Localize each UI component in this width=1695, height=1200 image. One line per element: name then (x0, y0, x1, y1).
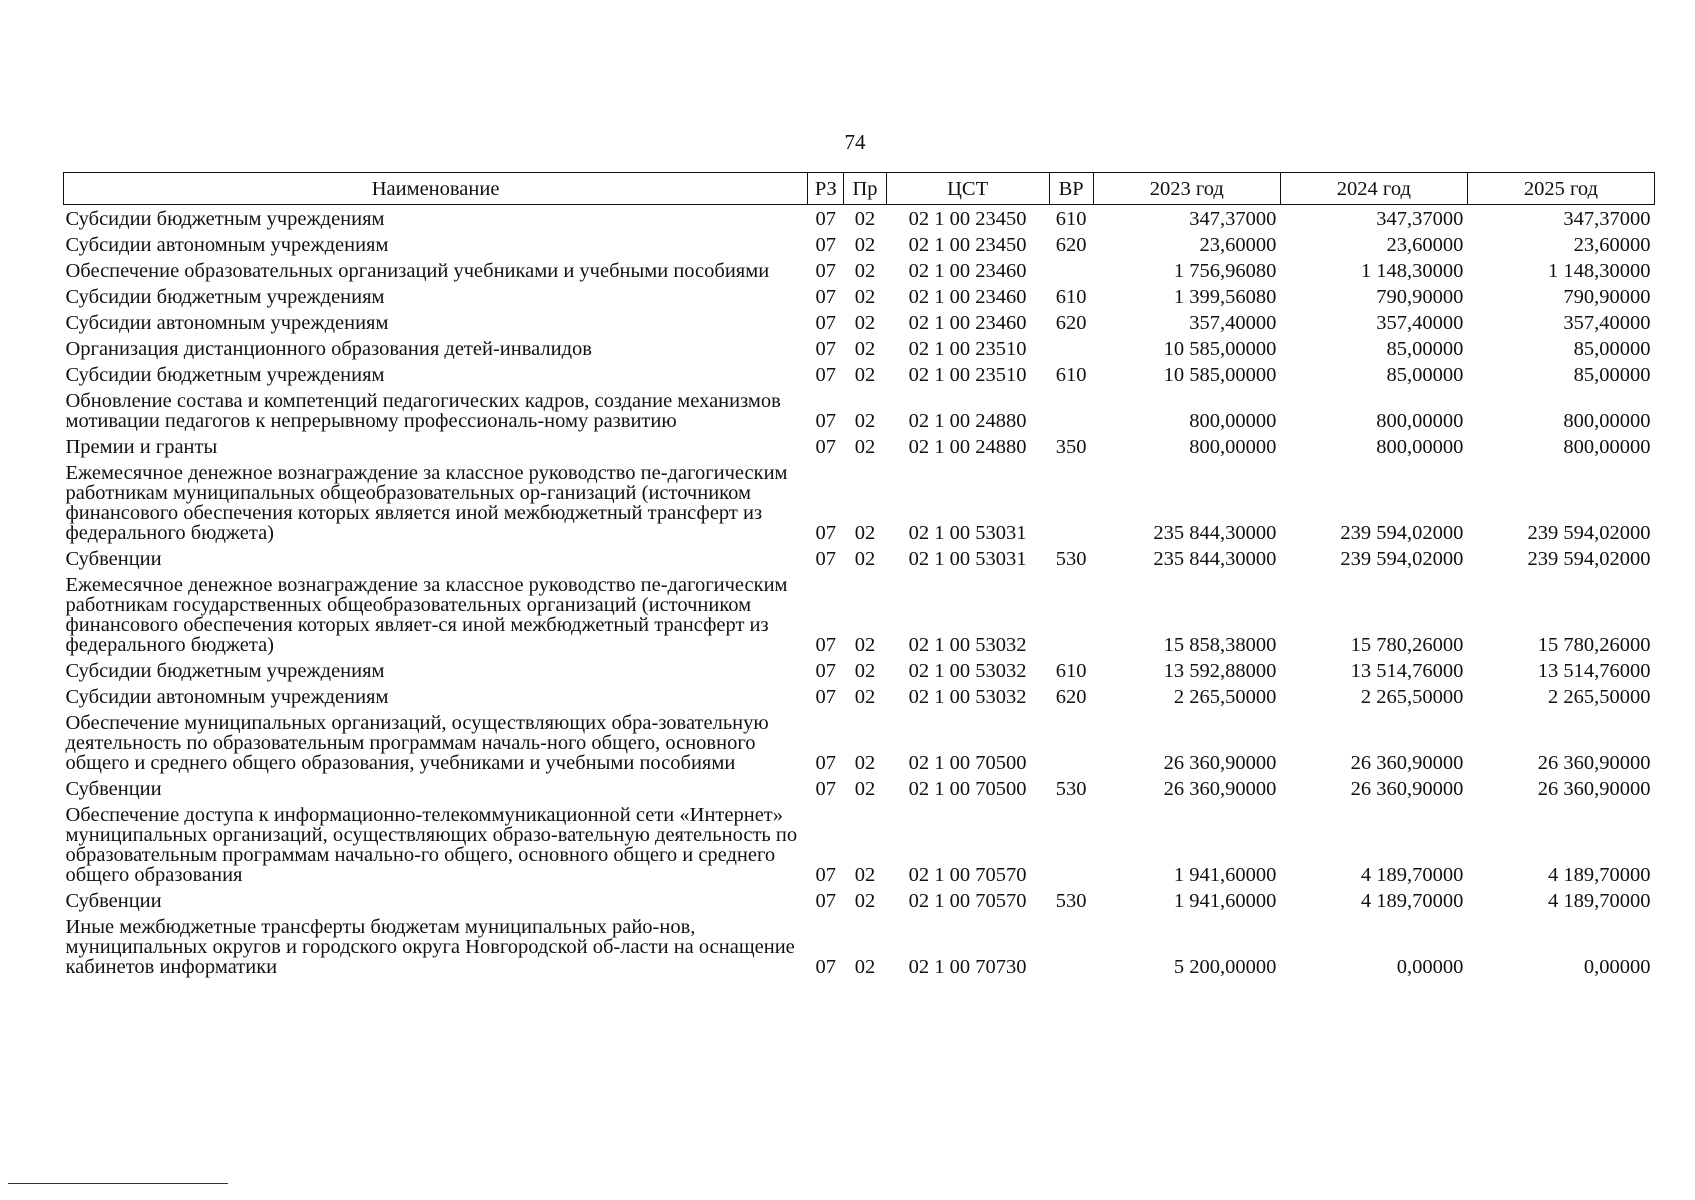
cell-2023: 1 399,56080 (1173, 286, 1277, 308)
table-row (64, 205, 1655, 232)
cell-rz: 07 (815, 522, 837, 544)
cell-pr: 02 (854, 260, 876, 282)
cell-2023: 235 844,30000 (1153, 548, 1277, 570)
cell-2024: 26 360,90000 (1350, 778, 1464, 800)
table-header-row (64, 173, 1655, 205)
table-row (64, 257, 1655, 283)
cell-2023: 26 360,90000 (1163, 752, 1277, 774)
cell-vr (1049, 257, 1093, 283)
cell-2023: 10 585,00000 (1163, 364, 1277, 386)
cell-2024: 357,40000 (1376, 312, 1464, 334)
cell-2025: 0,00000 (1583, 956, 1651, 978)
cell-2025: 26 360,90000 (1537, 752, 1651, 774)
table-row (64, 231, 1655, 257)
cell-pr: 02 (854, 778, 876, 800)
cell-name: Субвенции (65, 890, 162, 912)
cell-rz: 07 (815, 234, 837, 256)
table-row (64, 361, 1655, 387)
cell-2024: 239 594,02000 (1340, 522, 1464, 544)
table-row (64, 433, 1655, 459)
cell-2024: 85,00000 (1386, 338, 1464, 360)
cell-vr (1049, 913, 1093, 979)
cell-rz: 07 (815, 286, 837, 308)
cell-rz: 07 (815, 864, 837, 886)
cell-pr: 02 (854, 522, 876, 544)
table-row (64, 459, 1655, 545)
cell-2024: 23,60000 (1386, 234, 1464, 256)
cell-name: Иные межбюджетные трансферты бюджетам муниципальных райо-нов, муниципальных округов и городского округа Новгородской об-ласти на оснащение кабинетов информатики (65, 916, 795, 978)
cell-rz: 07 (815, 208, 837, 230)
cell-cst: 02 1 00 53032 (908, 660, 1027, 682)
table-row (64, 709, 1655, 775)
table-row (64, 887, 1655, 913)
cell-2025: 357,40000 (1563, 312, 1651, 334)
cell-2025: 23,60000 (1573, 234, 1651, 256)
cell-cst: 02 1 00 24880 (908, 410, 1027, 432)
cell-2025: 15 780,26000 (1537, 634, 1651, 656)
cell-pr: 02 (854, 634, 876, 656)
cell-name: Субсидии автономным учреждениям (65, 234, 389, 256)
cell-vr (1049, 801, 1093, 887)
cell-vr (1049, 709, 1093, 775)
header-2024: 2024 год (1280, 173, 1467, 205)
cell-cst: 02 1 00 23460 (908, 312, 1027, 334)
cell-pr: 02 (854, 234, 876, 256)
cell-cst: 02 1 00 70570 (908, 864, 1027, 886)
cell-2025: 85,00000 (1573, 364, 1651, 386)
cell-2023: 1 756,96080 (1173, 260, 1277, 282)
table-row (64, 683, 1655, 709)
cell-2023: 10 585,00000 (1163, 338, 1277, 360)
cell-rz: 07 (815, 312, 837, 334)
cell-vr: 610 (1055, 286, 1087, 308)
cell-vr: 530 (1055, 548, 1087, 570)
cell-2023: 13 592,88000 (1163, 660, 1277, 682)
cell-cst: 02 1 00 70500 (908, 778, 1027, 800)
cell-2024: 800,00000 (1376, 436, 1464, 458)
table-row (64, 775, 1655, 801)
cell-2023: 2 265,50000 (1173, 686, 1277, 708)
page-number: 74 (844, 130, 866, 154)
cell-vr: 620 (1055, 686, 1087, 708)
table-row (64, 545, 1655, 571)
cell-vr (1049, 571, 1093, 657)
cell-2024: 15 780,26000 (1350, 634, 1464, 656)
budget-table (63, 172, 1655, 979)
cell-vr (1049, 387, 1093, 433)
cell-2025: 13 514,76000 (1537, 660, 1651, 682)
cell-2023: 15 858,38000 (1163, 634, 1277, 656)
cell-2024: 4 189,70000 (1360, 864, 1464, 886)
cell-pr: 02 (854, 752, 876, 774)
cell-cst: 02 1 00 23460 (908, 260, 1027, 282)
table-row (64, 309, 1655, 335)
cell-vr (1049, 335, 1093, 361)
cell-2024: 800,00000 (1376, 410, 1464, 432)
cell-rz: 07 (815, 548, 837, 570)
cell-vr: 620 (1055, 234, 1087, 256)
cell-name: Субсидии бюджетным учреждениям (65, 208, 385, 230)
cell-2025: 26 360,90000 (1537, 778, 1651, 800)
cell-2023: 357,40000 (1189, 312, 1277, 334)
cell-2024: 790,90000 (1376, 286, 1464, 308)
cell-2025: 2 265,50000 (1548, 686, 1651, 708)
cell-rz: 07 (815, 956, 837, 978)
cell-name: Субсидии автономным учреждениям (65, 312, 389, 334)
cell-rz: 07 (815, 634, 837, 656)
cell-name: Субсидии бюджетным учреждениям (65, 364, 385, 386)
cell-rz: 07 (815, 778, 837, 800)
cell-pr: 02 (854, 410, 876, 432)
cell-2023: 800,00000 (1189, 410, 1277, 432)
table-row (64, 571, 1655, 657)
cell-cst: 02 1 00 23450 (908, 208, 1027, 230)
cell-rz: 07 (815, 660, 837, 682)
cell-2023: 23,60000 (1199, 234, 1277, 256)
table-row (64, 283, 1655, 309)
cell-2025: 239 594,02000 (1527, 548, 1651, 570)
cell-2025: 800,00000 (1563, 410, 1651, 432)
cell-2024: 13 514,76000 (1350, 660, 1464, 682)
cell-pr: 02 (854, 364, 876, 386)
cell-pr: 02 (854, 338, 876, 360)
cell-rz: 07 (815, 410, 837, 432)
cell-cst: 02 1 00 23460 (908, 286, 1027, 308)
cell-2024: 85,00000 (1386, 364, 1464, 386)
cell-2024: 4 189,70000 (1360, 890, 1464, 912)
cell-pr: 02 (854, 312, 876, 334)
table-row (64, 387, 1655, 433)
cell-vr (1049, 459, 1093, 545)
cell-pr: 02 (854, 208, 876, 230)
cell-rz: 07 (815, 686, 837, 708)
table-row (64, 913, 1655, 979)
table-row (64, 657, 1655, 683)
cell-vr: 610 (1055, 364, 1087, 386)
cell-2025: 4 189,70000 (1548, 890, 1651, 912)
cell-pr: 02 (854, 660, 876, 682)
cell-2023: 347,37000 (1189, 208, 1277, 230)
cell-cst: 02 1 00 23450 (908, 234, 1027, 256)
cell-2025: 790,90000 (1563, 286, 1651, 308)
table-body (64, 205, 1655, 980)
cell-2023: 26 360,90000 (1163, 778, 1277, 800)
cell-2025: 4 189,70000 (1548, 864, 1651, 886)
cell-2023: 5 200,00000 (1173, 956, 1277, 978)
cell-2025: 347,37000 (1563, 208, 1651, 230)
cell-cst: 02 1 00 70570 (908, 890, 1027, 912)
cell-name: Обеспечение доступа к информационно-телекоммуникационной сети «Интернет» муниципальных организаций, осуществляющих образо-вательную деятельность по образовательным программам начально-го общего, основного общего и среднего общего образования (65, 804, 798, 886)
cell-cst: 02 1 00 70730 (908, 956, 1027, 978)
cell-vr: 610 (1055, 660, 1087, 682)
cell-2023: 1 941,60000 (1173, 890, 1277, 912)
cell-pr: 02 (854, 436, 876, 458)
cell-vr: 530 (1055, 890, 1087, 912)
cell-2024: 1 148,30000 (1360, 260, 1464, 282)
cell-cst: 02 1 00 53031 (908, 548, 1027, 570)
cell-name: Субсидии бюджетным учреждениям (65, 286, 385, 308)
table-row (64, 335, 1655, 361)
header-pr: Пр (844, 173, 886, 205)
cell-name: Ежемесячное денежное вознаграждение за классное руководство пе-дагогическим работникам муниципальных общеобразовательных ор-ганизаций (источником финансового обеспечения которых является иной межбюджетный трансферт из федерального бюджета) (65, 462, 788, 544)
cell-name: Субвенции (65, 778, 162, 800)
cell-2024: 239 594,02000 (1340, 548, 1464, 570)
cell-cst: 02 1 00 53032 (908, 634, 1027, 656)
cell-cst: 02 1 00 53032 (908, 686, 1027, 708)
footer-divider (8, 1183, 228, 1184)
cell-pr: 02 (854, 548, 876, 570)
cell-2024: 26 360,90000 (1350, 752, 1464, 774)
cell-name: Ежемесячное денежное вознаграждение за классное руководство пе-дагогическим работникам государственных общеобразовательных организаций (источником финансового обеспечения которых являет-ся иной межбюджетный трансферт из федерального бюджета) (65, 574, 788, 656)
cell-pr: 02 (854, 890, 876, 912)
cell-vr: 530 (1055, 778, 1087, 800)
cell-name: Субсидии автономным учреждениям (65, 686, 389, 708)
header-vr: ВР (1049, 173, 1093, 205)
cell-rz: 07 (815, 436, 837, 458)
cell-cst: 02 1 00 70500 (908, 752, 1027, 774)
cell-2023: 800,00000 (1189, 436, 1277, 458)
header-name: Наименование (64, 173, 808, 205)
header-2023: 2023 год (1093, 173, 1280, 205)
cell-cst: 02 1 00 53031 (908, 522, 1027, 544)
cell-rz: 07 (815, 890, 837, 912)
cell-name: Обновление состава и компетенций педагогических кадров, создание механизмов мотивации педагогов к непрерывному профессиональ-ному развитию (65, 390, 781, 432)
cell-2023: 1 941,60000 (1173, 864, 1277, 886)
cell-vr: 350 (1055, 436, 1087, 458)
cell-2024: 0,00000 (1396, 956, 1464, 978)
header-rz: РЗ (808, 173, 844, 205)
cell-2024: 2 265,50000 (1360, 686, 1464, 708)
header-cst: ЦСТ (886, 173, 1049, 205)
cell-name: Организация дистанционного образования детей-инвалидов (65, 338, 592, 360)
cell-name: Премии и гранты (65, 436, 218, 458)
cell-rz: 07 (815, 364, 837, 386)
cell-pr: 02 (854, 286, 876, 308)
cell-rz: 07 (815, 260, 837, 282)
cell-2025: 800,00000 (1563, 436, 1651, 458)
cell-pr: 02 (854, 686, 876, 708)
cell-cst: 02 1 00 23510 (908, 338, 1027, 360)
table-row (64, 801, 1655, 887)
cell-cst: 02 1 00 23510 (908, 364, 1027, 386)
cell-vr: 620 (1055, 312, 1087, 334)
cell-2025: 239 594,02000 (1527, 522, 1651, 544)
cell-pr: 02 (854, 864, 876, 886)
cell-2025: 85,00000 (1573, 338, 1651, 360)
cell-name: Обеспечение образовательных организаций учебниками и учебными пособиями (65, 260, 770, 282)
cell-2023: 235 844,30000 (1153, 522, 1277, 544)
cell-pr: 02 (854, 956, 876, 978)
cell-name: Обеспечение муниципальных организаций, осуществляющих обра-зовательную деятельность по образовательным программам началь-ного общего, основного общего и среднего общего образования, учебниками и учебными пособиями (65, 712, 769, 774)
cell-cst: 02 1 00 24880 (908, 436, 1027, 458)
cell-vr: 610 (1055, 208, 1087, 230)
cell-rz: 07 (815, 338, 837, 360)
cell-name: Субсидии бюджетным учреждениям (65, 660, 385, 682)
cell-name: Субвенции (65, 548, 162, 570)
cell-2024: 347,37000 (1376, 208, 1464, 230)
cell-2025: 1 148,30000 (1548, 260, 1651, 282)
cell-rz: 07 (815, 752, 837, 774)
header-2025: 2025 год (1467, 173, 1654, 205)
